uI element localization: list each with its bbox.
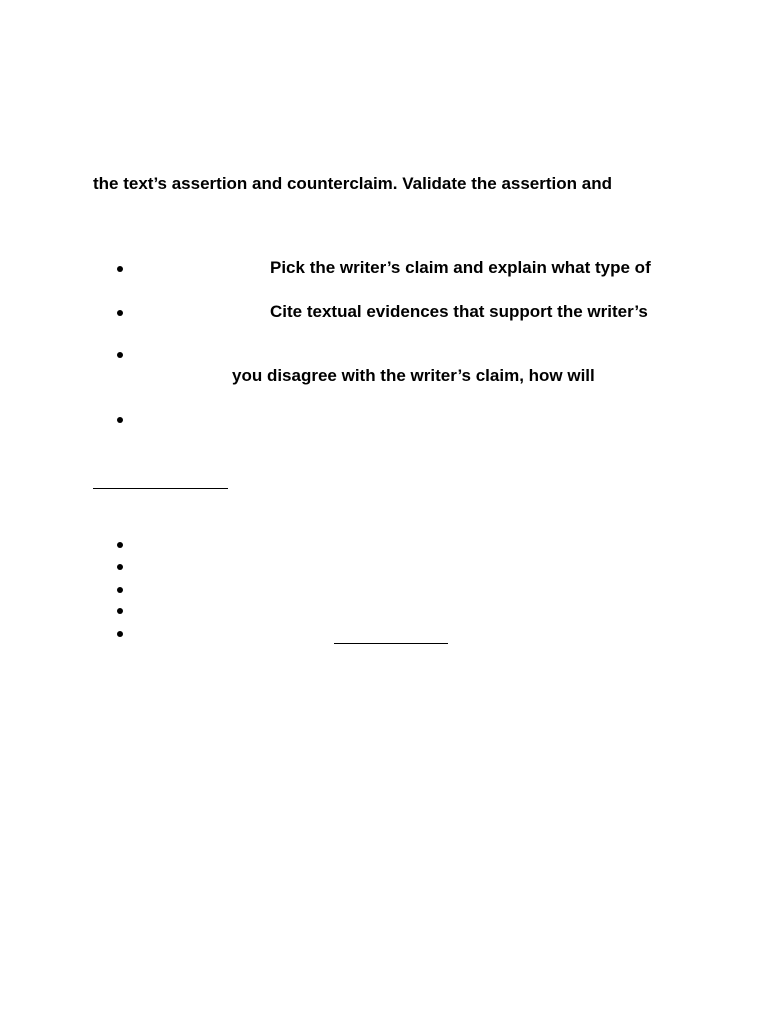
bullet-marker bbox=[117, 587, 123, 593]
intro-line: the text’s assertion and counterclaim. Validate the assertion and bbox=[93, 174, 612, 193]
task-bullet-1: Pick the writer’s claim and explain what type of bbox=[270, 258, 651, 277]
blank-underline bbox=[334, 643, 448, 644]
section-heading-underline bbox=[93, 488, 228, 489]
bullet-marker bbox=[117, 310, 123, 316]
bullet-marker bbox=[117, 542, 123, 548]
bullet-marker bbox=[117, 417, 123, 423]
bullet-marker bbox=[117, 564, 123, 570]
bullet-marker bbox=[117, 608, 123, 614]
bullet-marker bbox=[117, 266, 123, 272]
bullet-marker bbox=[117, 352, 123, 358]
task-bullet-3: you disagree with the writer’s claim, how will bbox=[232, 366, 595, 385]
bullet-marker bbox=[117, 631, 123, 637]
task-bullet-2: Cite textual evidences that support the writer’s bbox=[270, 302, 648, 321]
